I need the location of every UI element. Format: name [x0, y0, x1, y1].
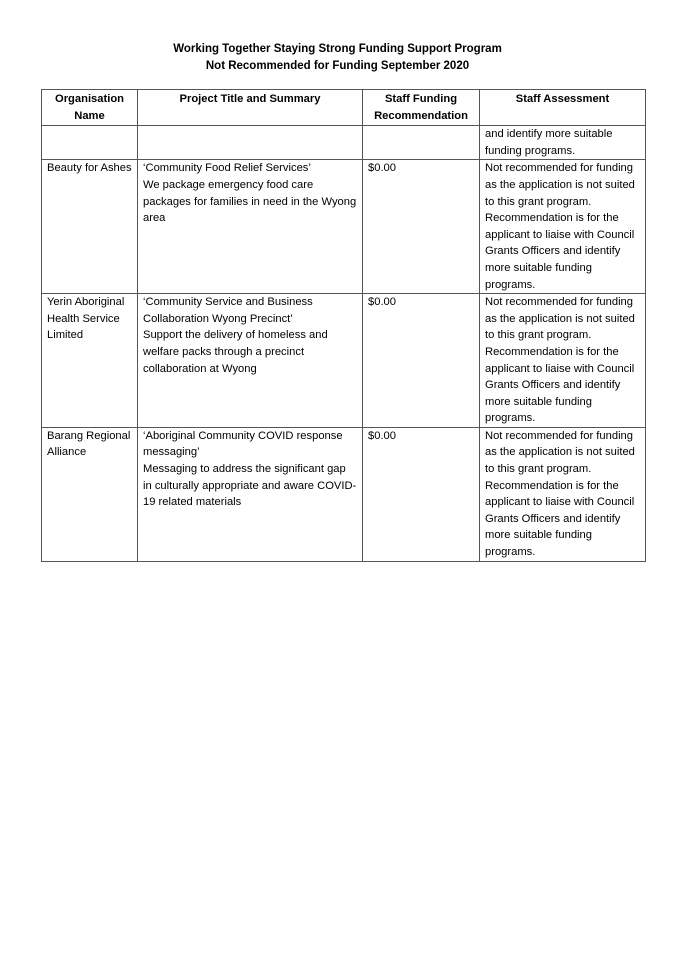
cell-organisation: Beauty for Ashes: [42, 160, 138, 294]
project-title: ‘Community Service and Business Collaboration Wyong Precinct’: [143, 296, 313, 325]
header-staff-funding-recommendation: Staff Funding Recommendation: [363, 90, 480, 126]
table-row: [42, 427, 646, 561]
project-title: ‘Community Food Relief Services’: [143, 162, 311, 175]
table-row: [42, 160, 646, 294]
header-project-title-summary: Project Title and Summary: [138, 90, 363, 126]
cell-recommendation: $0.00: [363, 427, 480, 561]
project-summary: We package emergency food care packages for families in need in the Wyong area: [143, 178, 357, 225]
page-title-line-1: Working Together Staying Strong Funding Support Program: [173, 43, 502, 55]
cell-recommendation: [363, 126, 480, 160]
project-summary: Messaging to address the significant gap in culturally appropriate and aware COVID-19 related materials: [143, 463, 357, 509]
header-staff-assessment: Staff Assessment: [480, 90, 646, 126]
table-header-row: [42, 90, 646, 126]
cell-recommendation: $0.00: [363, 294, 480, 428]
header-organisation-name: Organisation Name: [42, 90, 138, 126]
page-title-line-2: Not Recommended for Funding September 2020: [205, 59, 470, 72]
cell-project: [138, 427, 363, 561]
project-summary: Support the delivery of homeless and welfare packs through a precinct collaboration at Wyong: [143, 329, 328, 375]
table-row-continued: [42, 126, 646, 160]
cell-project: [138, 126, 363, 160]
project-title: ‘Aboriginal Community COVID response messaging’: [143, 429, 343, 459]
cell-project: [138, 294, 363, 428]
cell-assessment: Not recommended for funding as the application is not suited to this grant program. Recommendation is for the applicant to liaise with Council Grants Officers and identify more suitable funding programs.: [480, 294, 646, 428]
cell-assessment: Not recommended for funding as the application is not suited to this grant program. Recommendation is for the applicant to liaise with Council Grants Officers and identify more suitable funding programs.: [480, 427, 646, 561]
page-title: [0, 41, 675, 74]
cell-assessment: and identify more suitable funding programs.: [480, 126, 646, 160]
cell-project: [138, 160, 363, 294]
cell-organisation: Yerin Aboriginal Health Service Limited: [42, 294, 138, 428]
cell-assessment: Not recommended for funding as the application is not suited to this grant program. Recommendation is for the applicant to liaise with Council Grants Officers and identify more suitable funding programs.: [480, 160, 646, 294]
table-row: [42, 294, 646, 428]
cell-organisation: [42, 126, 138, 160]
funding-table: [41, 89, 646, 562]
cell-recommendation: $0.00: [363, 160, 480, 294]
cell-organisation: Barang Regional Alliance: [42, 427, 138, 561]
